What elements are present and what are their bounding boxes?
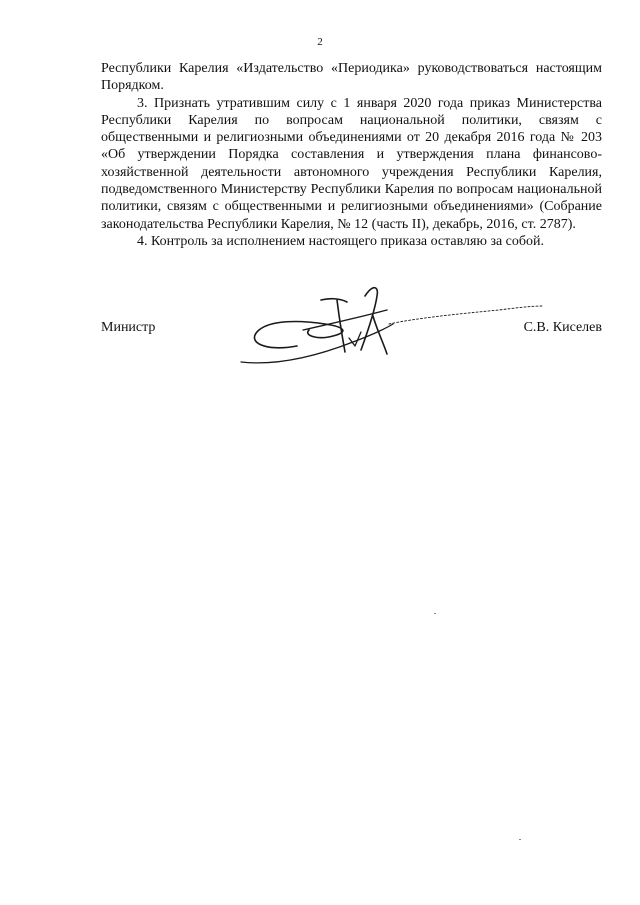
scan-speck: [434, 613, 436, 614]
handwritten-signature: [237, 280, 547, 376]
page-number: 2: [317, 36, 323, 48]
paragraph-continuation: Республики Карелия «Издательство «Периодика» руководствоваться настоящим Порядком.: [101, 61, 602, 94]
signatory-title: Министр: [101, 320, 156, 335]
paragraph-3: 3. Признать утратившим силу с 1 января 2020 года приказ Министерства Республики Карелия по вопросам национальной политики, связям с общественными и религиозными объединениями от 20 декабря 2016 года № 203 «Об утверждении Порядка составления и утверждения плана финансово-хозяйственной деятельности автономного учреждения Республики Карелия, подведомственного Министерству Республики Карелия по вопросам национальной политики, связям с общественными и религиозными объединениями» (Собрание законодательства Республики Карелия, № 12 (часть II), декабрь, 2016, ст. 2787).: [101, 95, 602, 232]
signatory-name: С.В. Киселев: [523, 320, 602, 335]
paragraph-4: 4. Контроль за исполнением настоящего приказа оставляю за собой.: [137, 233, 545, 249]
document-body: [101, 60, 602, 250]
signature-block: [101, 316, 602, 376]
scan-speck: [519, 839, 521, 840]
